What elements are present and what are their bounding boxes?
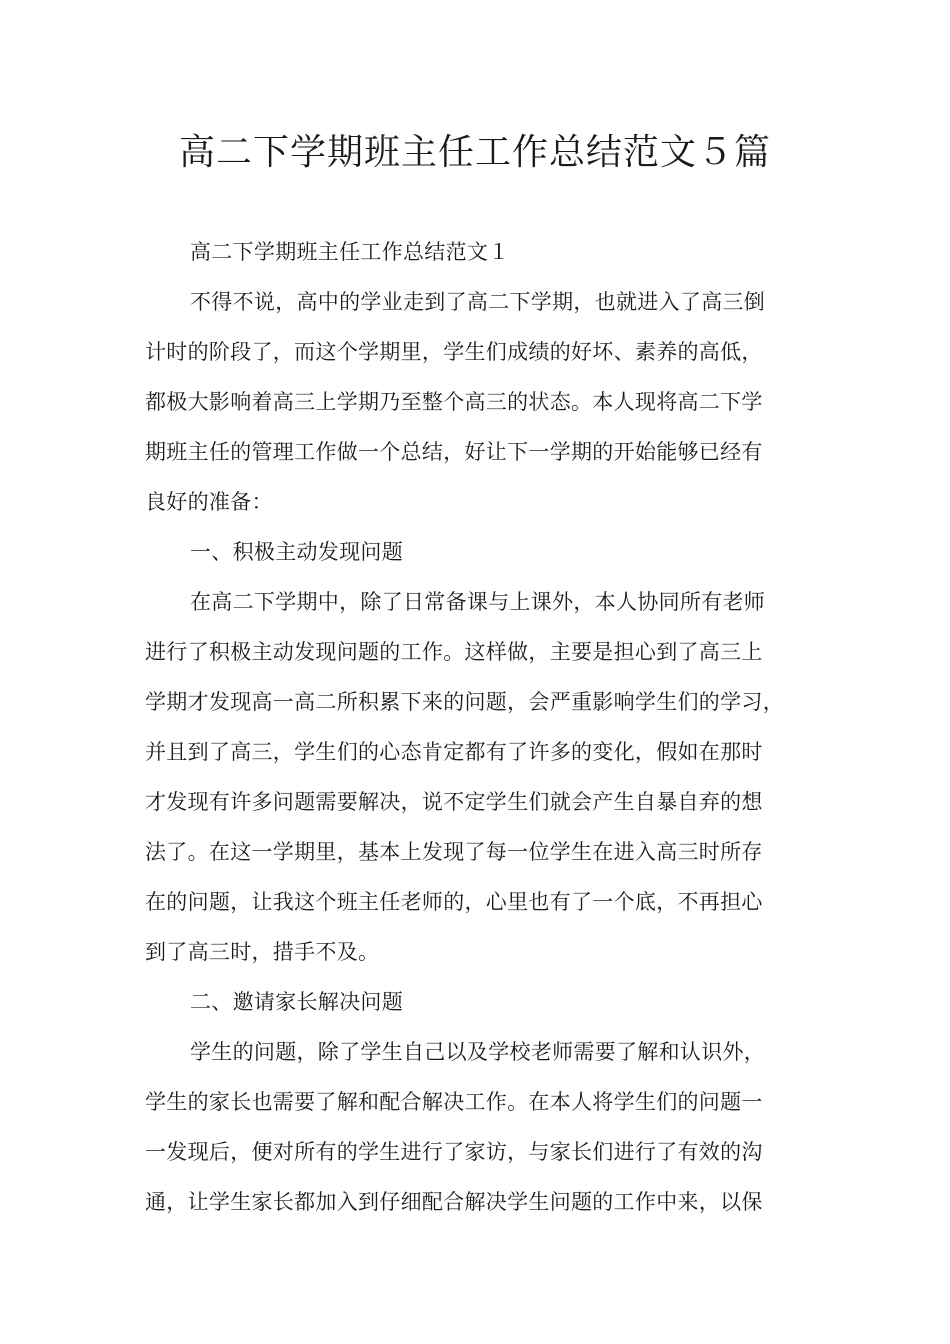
paragraph-line: 在高二下学期中，除了日常备课与上课外，本人协同所有老师 [190,590,766,614]
section-heading: 一、积极主动发现问题 [190,540,403,564]
document-body [145,227,815,1227]
paragraph-line: 良好的准备： [145,490,273,514]
paragraph-line: 通，让学生家长都加入到仔细配合解决学生问题的工作中来，以保 [145,1190,763,1214]
paragraph-line: 到了高三时，措手不及。 [145,940,380,964]
paragraph-line: 学生的家长也需要了解和配合解决工作。在本人将学生们的问题一 [145,1090,763,1114]
paragraph-line: 在的问题，让我这个班主任老师的，心里也有了一个底，不再担心 [145,890,763,914]
paragraph-line: 高二下学期班主任工作总结范文１ [190,240,510,264]
paragraph-line: 学期才发现高一高二所积累下来的问题，会严重影响学生们的学习， [145,690,784,714]
paragraph-line: 都极大影响着高三上学期乃至整个高三的状态。本人现将高二下学 [145,390,763,414]
paragraph-line: 学生的问题，除了学生自己以及学校老师需要了解和认识外， [190,1040,766,1064]
section-heading: 二、邀请家长解决问题 [190,990,403,1014]
paragraph-line: 法了。在这一学期里，基本上发现了每一位学生在进入高三时所存 [145,840,763,864]
paragraph-line: 并且到了高三，学生们的心态肯定都有了许多的变化，假如在那时 [145,740,763,764]
paragraph-line: 一发现后，便对所有的学生进行了家访，与家长们进行了有效的沟 [145,1140,763,1164]
document-title: 高二下学期班主任工作总结范文５篇 [178,132,771,173]
paragraph-line: 进行了积极主动发现问题的工作。这样做，主要是担心到了高三上 [145,640,763,664]
paragraph-line: 才发现有许多问题需要解决，说不定学生们就会产生自暴自弃的想 [145,790,763,814]
paragraph-line: 计时的阶段了，而这个学期里，学生们成绩的好坏、素养的高低， [145,340,763,364]
paragraph-line: 期班主任的管理工作做一个总结，好让下一学期的开始能够已经有 [145,440,763,464]
paragraph-line: 不得不说，高中的学业走到了高二下学期，也就进入了高三倒 [190,290,766,314]
